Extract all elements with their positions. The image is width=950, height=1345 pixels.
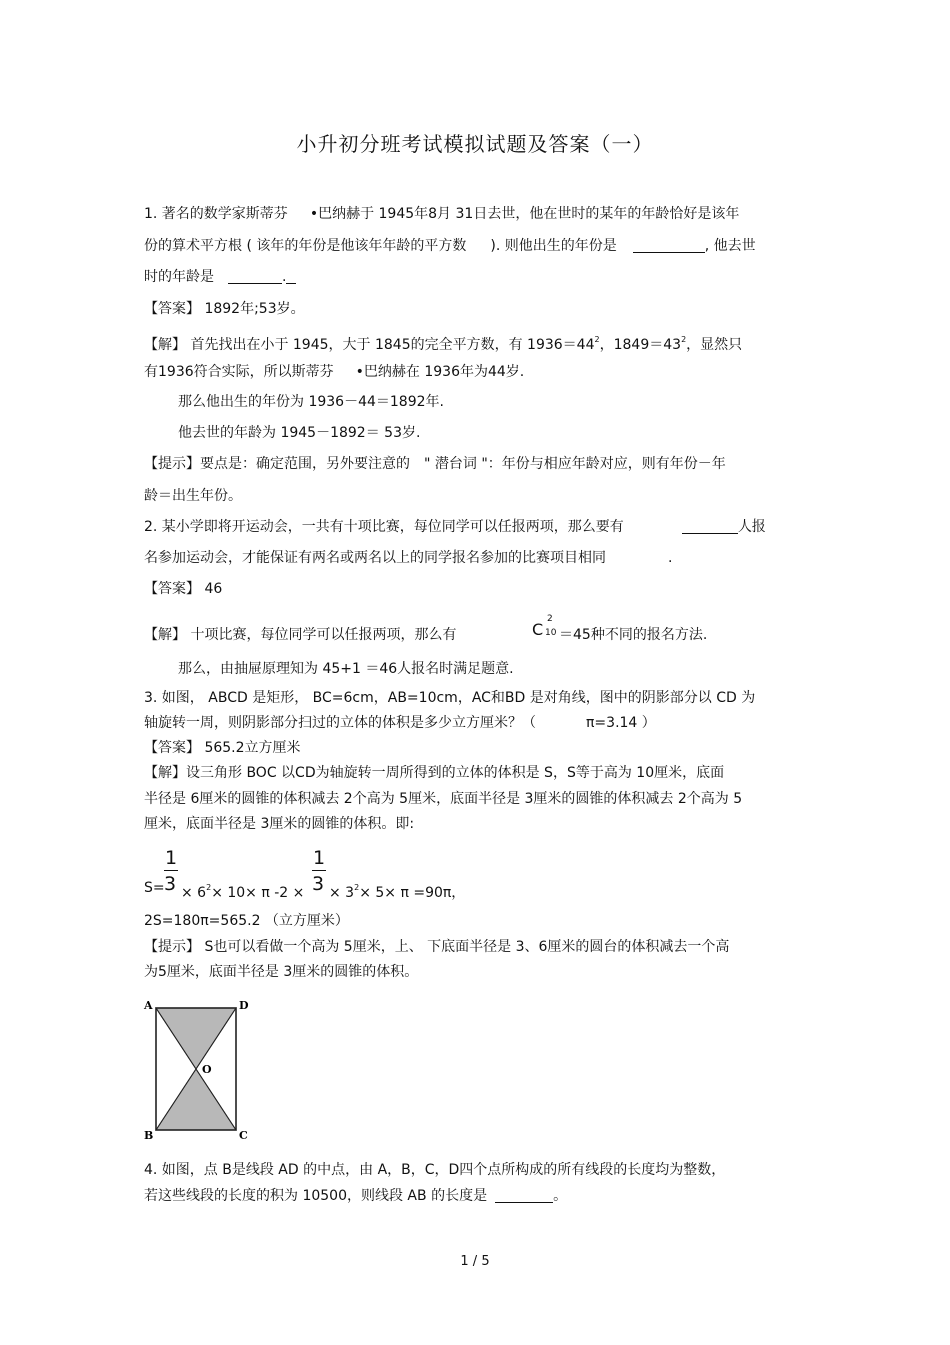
q4-text: 。 <box>553 1188 568 1204</box>
label-d: D <box>239 999 249 1012</box>
q3-answer: 【答案】 565.2立方厘米 <box>144 740 301 756</box>
q3-solution-line-3: 厘米，底面半径是 3厘米的圆锥的体积。即: <box>144 816 415 832</box>
label-b: B <box>144 1129 154 1142</box>
hint-text: 【提示】要点是：确定范围，另外要注意的 <box>144 456 410 472</box>
q1-hint-line-1 <box>144 455 726 473</box>
q1-solution-line-2 <box>144 363 524 381</box>
q2-line-2 <box>144 549 672 567</box>
q1-text: . <box>282 269 287 285</box>
q2-solution-line-1 <box>144 626 456 644</box>
q1-solution-line-1 <box>144 331 742 354</box>
fraction-denominator: 3 <box>312 873 325 895</box>
q2-line-1 <box>144 518 766 536</box>
q1-line-3 <box>144 268 296 286</box>
q2-text: 人报 <box>737 519 766 535</box>
formula-part <box>329 879 465 902</box>
q3-solution-line-2: 半径是 6厘米的圆锥的体积减去 2个高为 5厘米，底面半径是 3厘米的圆锥的体积减去 2个高为 5 <box>144 791 743 807</box>
q1-solution-line-4: 他去世的年龄为 1945－1892＝ 53岁. <box>178 425 421 441</box>
solution-text: ，1849＝43 <box>599 337 682 353</box>
exponent: 2 <box>206 883 212 892</box>
q3-hint-line-2: 为5厘米，底面半径是 3厘米的圆锥的体积。 <box>144 964 419 980</box>
label-c: C <box>239 1129 248 1142</box>
answer-blank <box>682 519 738 534</box>
fraction-denominator: 3 <box>164 873 177 895</box>
q1-line-1 <box>144 205 739 223</box>
q1-text: , 他去世 <box>704 238 756 254</box>
q1-text: 1. 著名的数学家斯蒂芬 <box>144 206 288 222</box>
q2-solution-line-2: 那么，由抽屉原理知为 45+1 ＝46人报名时满足题意. <box>178 661 514 677</box>
formula-part <box>181 879 304 902</box>
q1-text: 份的算术平方根 ( 该年的年份是他该年年龄的平方数 <box>144 238 467 254</box>
solution-text: •巴纳赫在 1936年为44岁. <box>355 364 525 380</box>
document-title: 小升初分班考试模拟试题及答案（一） <box>296 132 654 156</box>
q3-line-2 <box>144 714 656 732</box>
solution-text: 有1936符合实际，所以斯蒂芬 <box>144 364 334 380</box>
q3-solution-line-1: 【解】设三角形 BOC 以CD为轴旋转一周所得到的立体的体积是 S，S等于高为 10厘米，底面 <box>144 765 725 781</box>
q3-hint-line-1: 【提示】 S也可以看做一个高为 5厘米，上、 下底面半径是 3、6厘米的圆台的体积减去一个高 <box>144 939 730 955</box>
exponent: 2 <box>681 335 687 344</box>
formula-text: × 6 <box>181 885 207 901</box>
answer-blank <box>286 269 296 284</box>
q4-text: 若这些线段的长度的积为 10500，则线段 AB 的长度是 <box>144 1188 488 1204</box>
q3-text: π=3.14 ） <box>586 715 656 731</box>
combination-superscript: 2 <box>547 614 553 624</box>
solution-text: ，显然只 <box>686 337 743 353</box>
formula-text: × 5× π =90π， <box>359 885 466 901</box>
fraction-numerator: 1 <box>313 847 326 869</box>
label-o: O <box>202 1063 212 1076</box>
formula-text: × 3 <box>329 885 355 901</box>
fraction-bar <box>164 870 178 871</box>
q4-line-1: 4. 如图，点 B是线段 AD 的中点，由 A，B，C，D四个点所构成的所有线段的长度均为整数， <box>144 1162 726 1178</box>
shaded-triangle-bottom <box>156 1069 236 1130</box>
q1-line-2 <box>144 237 756 255</box>
q2-text: . <box>668 550 673 566</box>
q2-answer: 【答案】 46 <box>144 581 223 597</box>
exponent: 2 <box>594 335 600 344</box>
formula-text: × 10× π -2 × <box>211 885 305 901</box>
q1-answer: 【答案】 1892年;53岁。 <box>144 301 305 317</box>
combination-symbol: C <box>532 620 544 639</box>
shaded-triangle-top <box>156 1008 236 1069</box>
formula-prefix: S= <box>144 880 165 896</box>
answer-blank <box>495 1188 553 1203</box>
q2-text: 名参加运动会，才能保证有两名或两名以上的同学报名参加的比赛项目相同 <box>144 550 606 566</box>
fraction-bar <box>312 870 326 871</box>
exponent: 2 <box>354 883 360 892</box>
q3-equation-2: 2S=180π=565.2 （立方厘米） <box>144 913 349 929</box>
q2-solution-line-1-end: ＝45种不同的报名方法. <box>559 627 708 643</box>
fraction-numerator: 1 <box>165 847 178 869</box>
q1-hint-line-2: 龄＝出生年份。 <box>144 488 242 504</box>
solution-text: 【解】 首先找出在小于 1945，大于 1845的完全平方数，有 1936＝44 <box>144 337 595 353</box>
q3-line-1: 3. 如图， ABCD 是矩形， BC=6cm，AB=10cm，AC和BD 是对角线，图中的阴影部分以 CD 为 <box>144 690 756 706</box>
q4-line-2 <box>144 1187 567 1205</box>
solution-text: 【解】 十项比赛，每位同学可以任报两项，那么有 <box>144 627 457 643</box>
q1-text: ). 则他出生的年份是 <box>490 238 617 254</box>
q1-text: 时的年龄是 <box>144 269 214 285</box>
q1-solution-line-3: 那么他出生的年份为 1936－44＝1892年. <box>178 394 444 410</box>
label-a: A <box>144 999 153 1012</box>
combination-subscript: 10 <box>545 628 557 638</box>
q2-text: 2. 某小学即将开运动会，一共有十项比赛，每位同学可以任报两项，那么要有 <box>144 519 624 535</box>
q3-text: 轴旋转一周，则阴影部分扫过的立体的体积是多少立方厘米？（ <box>144 715 536 731</box>
rectangle-figure <box>140 996 260 1146</box>
answer-blank <box>228 269 282 284</box>
page-number: 1 / 5 <box>460 1254 490 1269</box>
q1-text: •巴纳赫于 1945年8月 31日去世，他在世时的某年的年龄恰好是该年 <box>309 206 740 222</box>
answer-blank <box>633 238 705 253</box>
hint-text: " 潜台词 "：年份与相应年龄对应，则有年份－年 <box>424 456 726 472</box>
